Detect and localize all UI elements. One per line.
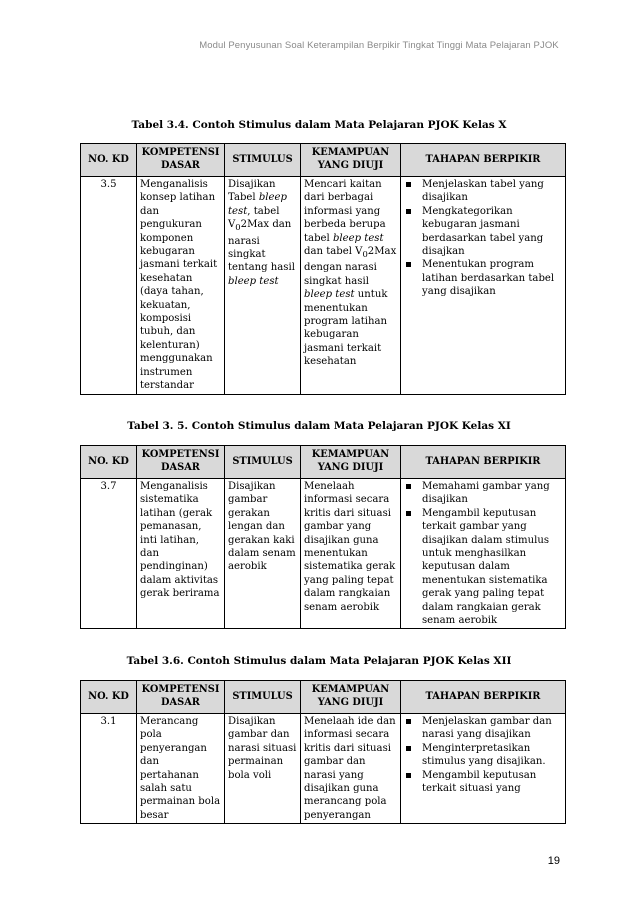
col-header-kompetensi: KOMPETENSI DASAR (137, 144, 225, 177)
stimulus-table-kelas-x (80, 143, 566, 395)
cell-kompetensi: Merancang pola penyerangan dan pertahanan salah satu permainan bola besar (137, 714, 225, 824)
cell-tahapan (401, 479, 566, 629)
running-header: Modul Penyusunan Soal Keterampilan Berpikir Tingkat Tinggi Mata Pelajaran PJOK (199, 40, 559, 51)
col-header-kemampuan: KEMAMPUAN YANG DIUJI (301, 144, 401, 177)
col-header-no-kd: NO. KD (81, 446, 137, 479)
tahapan-item: Menentukan program latihan berdasarkan tabel yang disajikan (404, 258, 562, 298)
tahapan-item: Memahami gambar yang disajikan (404, 480, 562, 507)
col-header-kemampuan: KEMAMPUAN YANG DIUJI (301, 446, 401, 479)
col-header-kemampuan: KEMAMPUAN YANG DIUJI (301, 681, 401, 714)
col-header-tahapan: TAHAPAN BERPIKIR (401, 446, 566, 479)
cell-kompetensi: Menganalisis sistematika latihan (gerak pemanasan, inti latihan, dan pendinginan) dalam aktivitas gerak berirama (137, 479, 225, 629)
tahapan-item: Mengambil keputusan terkait gambar yang disajikan dalam stimulus untuk menghasilkan keputusan dalam menentukan sistematika gerak yang paling tepat dalam rangkaian gerak senam aerobik (404, 507, 562, 628)
stimulus-table-kelas-xi (80, 445, 566, 629)
cell-stimulus: Disajikan gambar dan narasi situasi permainan bola voli (225, 714, 301, 824)
table-row (81, 177, 566, 395)
col-header-stimulus: STIMULUS (225, 446, 301, 479)
col-header-no-kd: NO. KD (81, 144, 137, 177)
tahapan-list (404, 480, 562, 627)
table-row (81, 479, 566, 629)
cell-tahapan (401, 714, 566, 824)
tahapan-list (404, 178, 562, 299)
cell-no-kd: 3.7 (81, 479, 137, 629)
col-header-kompetensi: KOMPETENSI DASAR (137, 446, 225, 479)
tahapan-item: Menginterpretasikan stimulus yang disajikan. (404, 742, 562, 769)
cell-stimulus: Disajikan Tabel bleep test, tabel $V_02Max$ dan narasi singkat tentang hasil bleep test (225, 177, 301, 395)
table-row (81, 714, 566, 824)
tahapan-item: Menjelaskan gambar dan narasi yang disajikan (404, 715, 562, 742)
table-caption: Tabel 3.6. Contoh Stimulus dalam Mata Pelajaran PJOK Kelas XII (126, 655, 512, 667)
tahapan-item: Mengkategorikan kebugaran jasmani berdasarkan tabel yang disajkan (404, 205, 562, 259)
cell-no-kd: 3.1 (81, 714, 137, 824)
tahapan-list (404, 715, 562, 795)
col-header-stimulus: STIMULUS (225, 681, 301, 714)
tahapan-item: Mengambil keputusan terkait situasi yang (404, 769, 562, 796)
cell-no-kd: 3.5 (81, 177, 137, 395)
col-header-no-kd: NO. KD (81, 681, 137, 714)
col-header-kompetensi: KOMPETENSI DASAR (137, 681, 225, 714)
table-caption: Tabel 3. 5. Contoh Stimulus dalam Mata Pelajaran PJOK Kelas XI (127, 420, 511, 432)
col-header-tahapan: TAHAPAN BERPIKIR (401, 681, 566, 714)
col-header-stimulus: STIMULUS (225, 144, 301, 177)
col-header-tahapan: TAHAPAN BERPIKIR (401, 144, 566, 177)
cell-kemampuan: Mencari kaitan dari berbagai informasi yang berbeda berupa tabel bleep test dan tabel $V_02Max$ dengan narasi singkat hasil bleep test untuk menentukan program latihan kebugaran jasmani terkait kesehatan (301, 177, 401, 395)
table-caption: Tabel 3.4. Contoh Stimulus dalam Mata Pelajaran PJOK Kelas X (131, 119, 507, 131)
cell-kemampuan: Menelaah ide dan informasi secara kritis dari situasi gambar dan narasi yang disajikan guna merancang pola penyerangan (301, 714, 401, 824)
cell-kemampuan: Menelaah informasi secara kritis dari situasi gambar yang disajikan guna menentukan sistematika gerak yang paling tepat dalam rangkaian senam aerobik (301, 479, 401, 629)
cell-tahapan (401, 177, 566, 395)
cell-stimulus: Disajikan gambar gerakan lengan dan gerakan kaki dalam senam aerobik (225, 479, 301, 629)
tahapan-item: Menjelaskan tabel yang disajikan (404, 178, 562, 205)
page-number: 19 (547, 855, 560, 867)
cell-kompetensi: Menganalisis konsep latihan dan pengukuran komponen kebugaran jasmani terkait kesehatan (daya tahan, kekuatan, komposisi tubuh, dan kelenturan) menggunakan instrumen terstandar (137, 177, 225, 395)
stimulus-table-kelas-xii (80, 680, 566, 824)
